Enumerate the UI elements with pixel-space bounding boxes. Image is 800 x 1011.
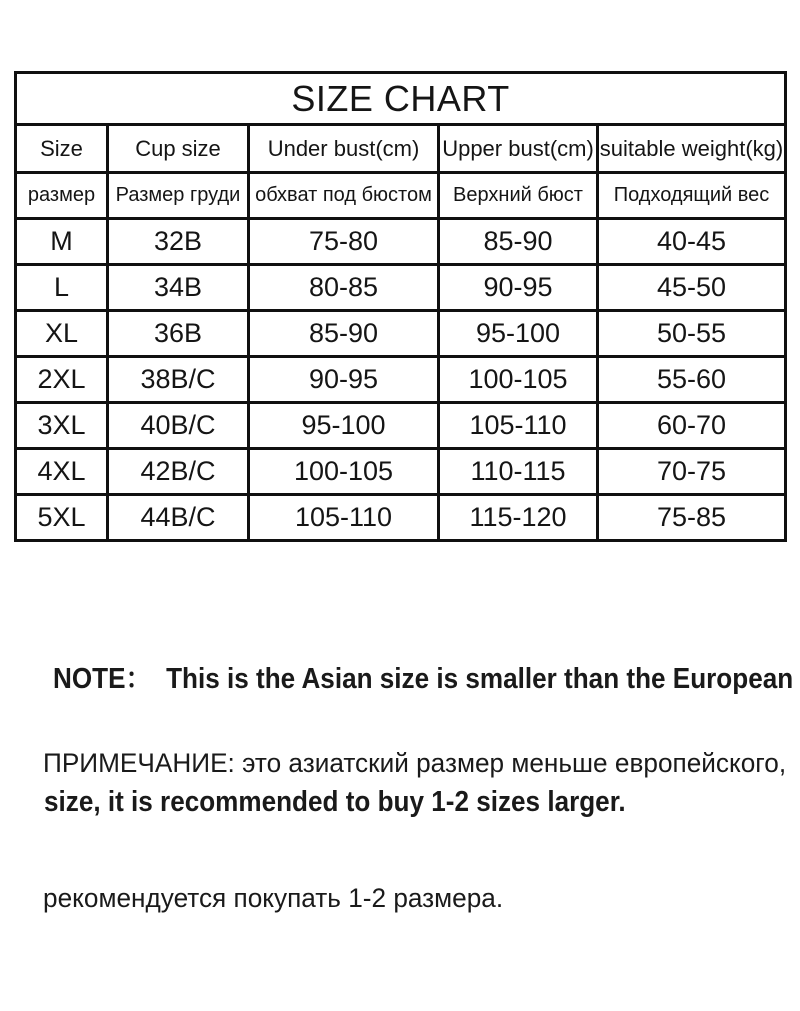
table-row — [16, 265, 786, 311]
table-cell: 85-90 — [439, 219, 598, 265]
header-row-english — [16, 125, 786, 173]
table-cell: 44B/C — [108, 495, 249, 541]
table-row — [16, 219, 786, 265]
table-cell: 115-120 — [439, 495, 598, 541]
column-header-suitable-weight: suitable weight(kg) — [598, 125, 786, 173]
table-cell: L — [16, 265, 108, 311]
table-cell: 75-80 — [249, 219, 439, 265]
table-row — [16, 449, 786, 495]
table-cell: 95-100 — [249, 403, 439, 449]
table-cell: 40-45 — [598, 219, 786, 265]
table-cell: 100-105 — [439, 357, 598, 403]
table-cell: 100-105 — [249, 449, 439, 495]
column-header-cup-size: Cup size — [108, 125, 249, 173]
table-cell: 60-70 — [598, 403, 786, 449]
table-cell: 50-55 — [598, 311, 786, 357]
table-cell: 110-115 — [439, 449, 598, 495]
size-chart-title: SIZE CHART — [16, 73, 786, 125]
table-cell: 40B/C — [108, 403, 249, 449]
note-english-line1: NOTE： This is the Asian size is smaller than the European — [53, 663, 794, 695]
note-russian — [43, 651, 786, 1011]
table-cell: 95-100 — [439, 311, 598, 357]
table-row — [16, 357, 786, 403]
size-chart-table — [14, 71, 787, 542]
table-row — [16, 311, 786, 357]
table-cell: 85-90 — [249, 311, 439, 357]
column-header-size-ru: размер — [16, 173, 108, 219]
table-cell: 45-50 — [598, 265, 786, 311]
title-row — [16, 73, 786, 125]
note-russian-line2: рекомендуется покупать 1-2 размера. — [43, 883, 504, 913]
note-russian-line1: ПРИМЕЧАНИЕ: это азиатский размер меньше европейского, — [43, 748, 787, 778]
table-cell: 32B — [108, 219, 249, 265]
note-english-line2: size, it is recommended to buy 1-2 sizes larger. — [44, 786, 626, 818]
table-cell: 36B — [108, 311, 249, 357]
table-cell: 90-95 — [439, 265, 598, 311]
table-cell: 105-110 — [249, 495, 439, 541]
table-cell: 55-60 — [598, 357, 786, 403]
column-header-upper-bust: Upper bust(cm) — [439, 125, 598, 173]
table-cell: 38B/C — [108, 357, 249, 403]
table-row — [16, 495, 786, 541]
column-header-upper-bust-ru: Верхний бюст — [439, 173, 598, 219]
column-header-under-bust: Under bust(cm) — [249, 125, 439, 173]
table-cell: 75-85 — [598, 495, 786, 541]
table-cell: 5XL — [16, 495, 108, 541]
size-chart-body — [16, 219, 786, 541]
table-cell: XL — [16, 311, 108, 357]
column-header-under-bust-ru: обхват под бюстом — [249, 173, 439, 219]
table-cell: 2XL — [16, 357, 108, 403]
table-cell: 80-85 — [249, 265, 439, 311]
table-row — [16, 403, 786, 449]
table-cell: 34B — [108, 265, 249, 311]
column-header-suitable-weight-ru: Подходящий вес — [598, 173, 786, 219]
column-header-cup-size-ru: Размер груди — [108, 173, 249, 219]
table-cell: 4XL — [16, 449, 108, 495]
table-cell: 42B/C — [108, 449, 249, 495]
column-header-size: Size — [16, 125, 108, 173]
header-row-russian — [16, 173, 786, 219]
table-cell: 70-75 — [598, 449, 786, 495]
table-cell: 105-110 — [439, 403, 598, 449]
table-cell: 3XL — [16, 403, 108, 449]
table-cell: M — [16, 219, 108, 265]
table-cell: 90-95 — [249, 357, 439, 403]
